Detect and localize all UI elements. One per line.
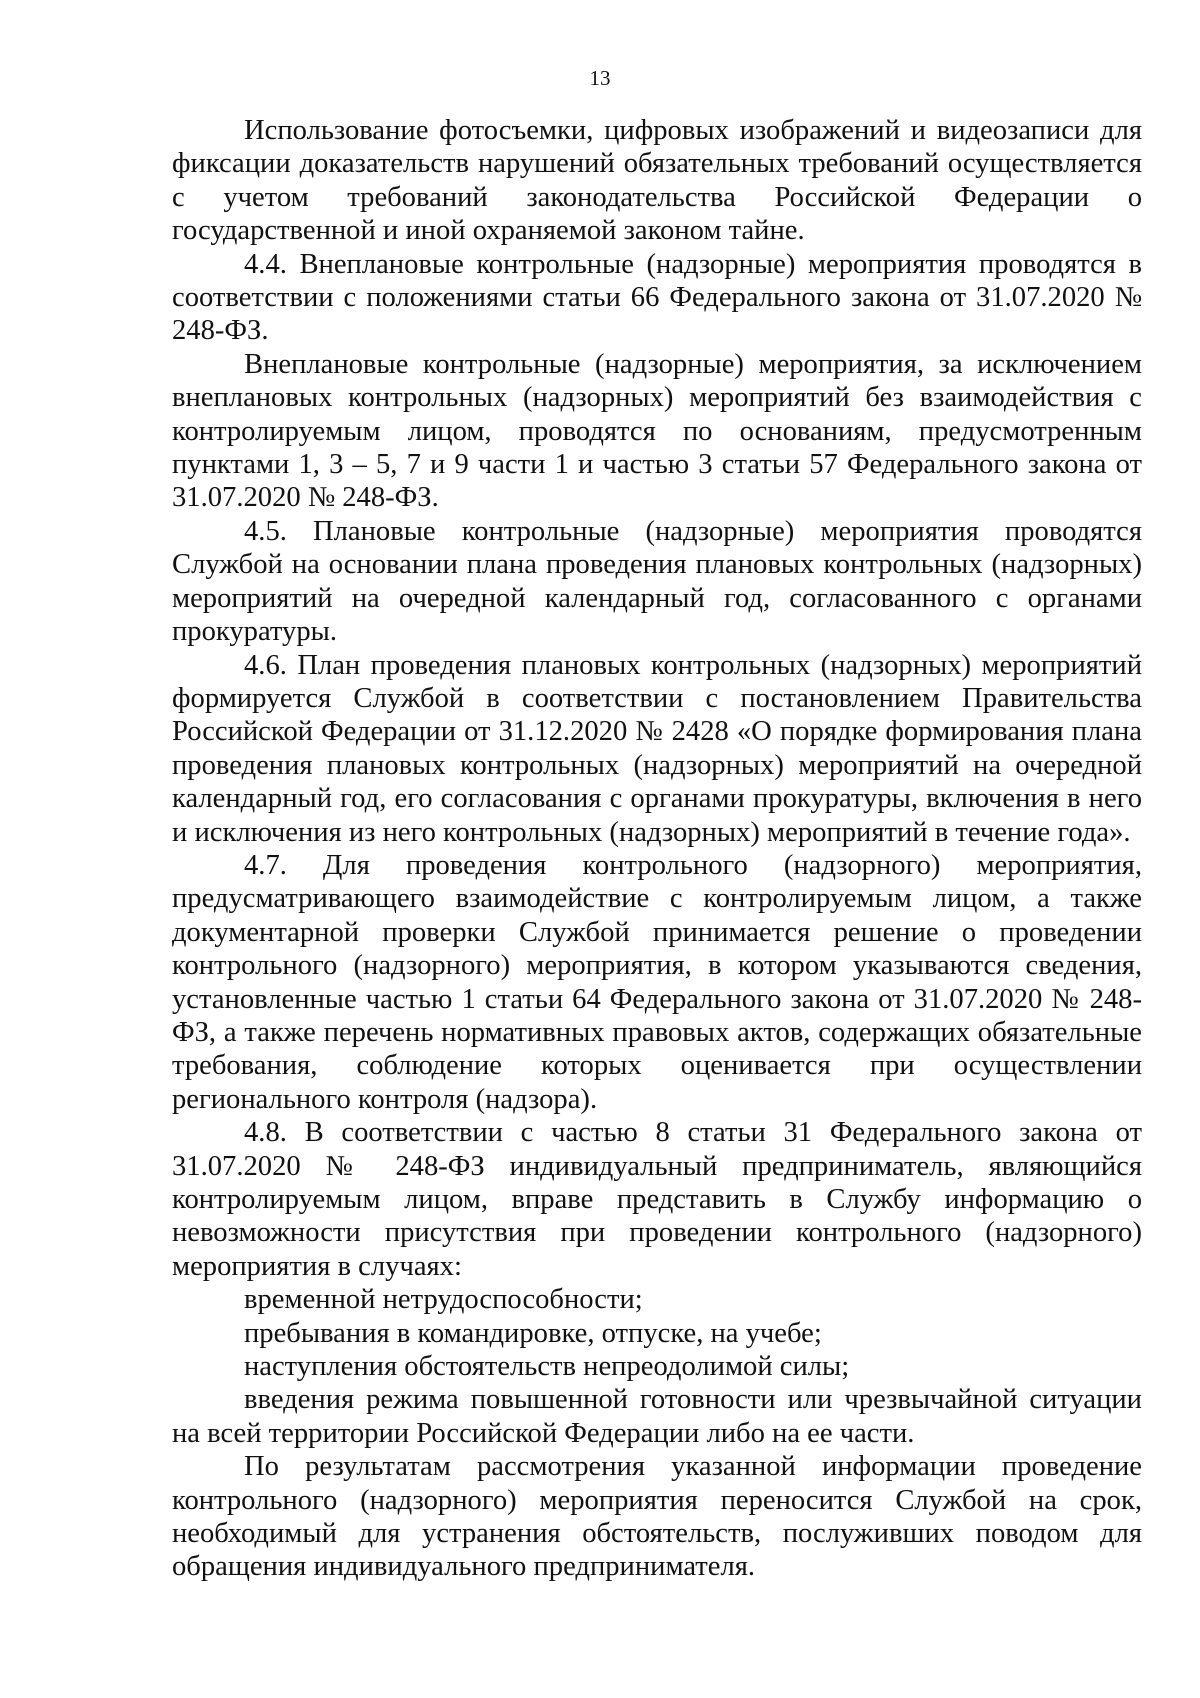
paragraph-unscheduled-grounds: Внеплановые контрольные (надзорные) мероприятия, за исключением внеплановых контрольных (надзорных) мероприятий без взаимодействия с контролируемым лицом, проводятся по основаниям, предусмотренным пунктами 1, 3 – 5, 7 и 9 части 1 и частью 3 статьи 57 Федерального закона от 31.07.2020 № 248-ФЗ. (172, 348, 1142, 514)
paragraph-4-8: 4.8. В соответствии с частью 8 статьи 31 Федерального закона от 31.07.2020 № 248-ФЗ индивидуальный предприниматель, являющийся контролируемым лицом, вправе представить в Службу информацию о невозможности присутствия при проведении контрольного (надзорного) мероприятия в случаях: (172, 1117, 1142, 1282)
paragraph-4-4: 4.4. Внеплановые контрольные (надзорные) мероприятия проводятся в соответствии с положениями статьи 66 Федерального закона от 31.07.2020 № 248-ФЗ. (172, 248, 1142, 347)
list-item-disability: временной нетрудоспособности; (244, 1284, 643, 1316)
list-item-business-trip: пребывания в командировке, отпуске, на учебе; (244, 1317, 822, 1349)
paragraph-4-5: 4.5. Плановые контрольные (надзорные) мероприятия проводятся Службой на основании плана проведения плановых контрольных (надзорных) мероприятий на очередной календарный год, согласованного с органами прокуратуры. (172, 515, 1142, 648)
document-body (172, 114, 1142, 1584)
paragraph-postponement: По результатам рассмотрения указанной информации проведение контрольного (надзорного) мероприятия переносится Службой на срок, необходимый для устранения обстоятельств, послуживших поводом для обращения индивидуального предпринимателя. (172, 1451, 1142, 1583)
paragraph-photo-video: Использование фотосъемки, цифровых изображений и видеозаписи для фиксации доказательств нарушений обязательных требований осуществляется с учетом требований законодательства Российской Федерации о государственной и иной охраняемой законом тайне. (172, 115, 1142, 247)
page-number: 13 (589, 66, 611, 90)
list-item-emergency: введения режима повышенной готовности или чрезвычайной ситуации на всей территории Российской Федерации либо на ее части. (172, 1384, 1142, 1449)
list-item-force-majeure: наступления обстоятельств непреодолимой силы; (244, 1351, 850, 1383)
paragraph-4-7: 4.7. Для проведения контрольного (надзорного) мероприятия, предусматривающего взаимодействие с контролируемым лицом, а также документарной проверки Службой принимается решение о проведении контрольного (надзорного) мероприятия, в котором указываются сведения, установленные частью 1 статьи 64 Федерального закона от 31.07.2020 № 248-ФЗ, а также перечень нормативных правовых актов, содержащих обязательные требования, соблюдение которых оценивается при осуществлении регионального контроля (надзора). (172, 849, 1142, 1115)
paragraph-4-6: 4.6. План проведения плановых контрольных (надзорных) мероприятий формируется Службой в соответствии с постановлением Правительства Российской Федерации от 31.12.2020 № 2428 «О порядке формирования плана проведения плановых контрольных (надзорных) мероприятий на очередной календарный год, его согласования с органами прокуратуры, включения в него и исключения из него контрольных (надзорных) мероприятий в течение года». (172, 649, 1142, 848)
